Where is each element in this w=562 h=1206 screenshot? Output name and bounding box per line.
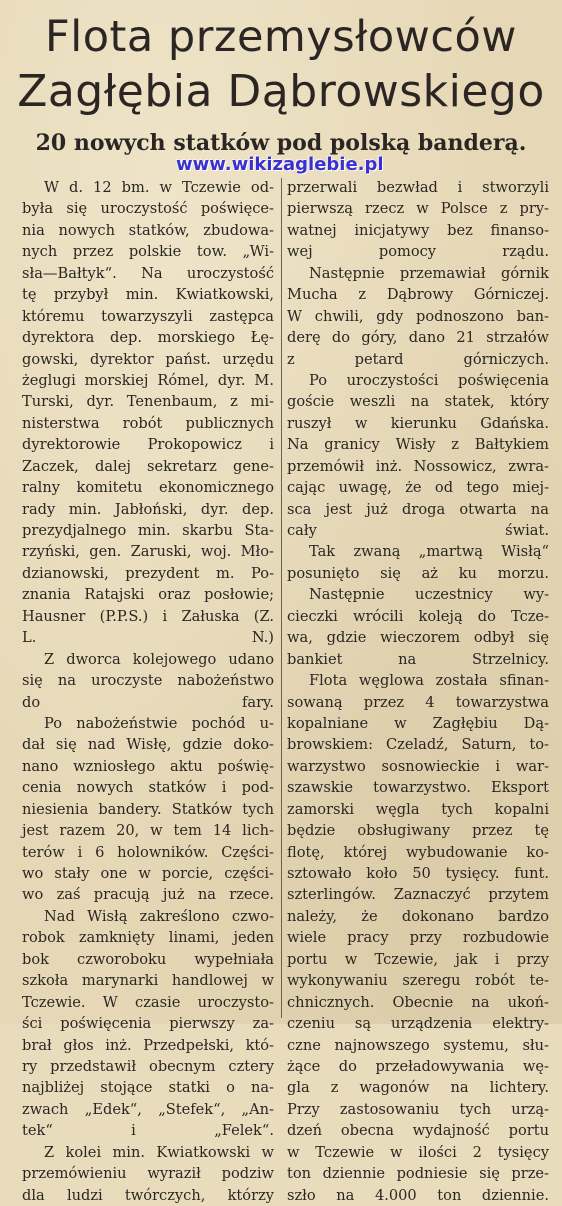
article-line: się na uroczyste nabożeństwo: [22, 672, 274, 690]
article-line: szkoła marynarki handlowej w: [22, 972, 274, 990]
article-column-left: [22, 177, 274, 1206]
article-line: dał się nad Wisłę, gdzie doko-: [22, 736, 274, 754]
article-line: Po nabożeństwie pochód u-: [44, 714, 274, 732]
article-line: zwach „Edek“, „Stefek“, „An-: [22, 1100, 274, 1118]
article-line: zamorski węgla tych kopalni: [287, 800, 549, 818]
article-line: czne najnowszego systemu, słu-: [287, 1036, 549, 1054]
article-line: sowaną przez 4 towarzystwa: [287, 693, 549, 711]
article-line: ry przedstawił obecnym cztery: [22, 1057, 274, 1075]
article-line: któremu towarzyszyli zastępca: [22, 307, 274, 325]
article-line: dyrektorowie Prokopowicz i: [22, 436, 274, 454]
article-line: bankiet na Strzelnicy.: [287, 650, 549, 668]
article-line: rzyński, gen. Zaruski, woj. Mło-: [22, 543, 274, 561]
article-line: nisterstwa robót publicznych: [22, 414, 274, 432]
article-line: portu w Tczewie, jak i przy: [287, 950, 549, 968]
article-line: Na granicy Wisły z Bałtykiem: [287, 436, 549, 454]
article-line: browskiem: Czeladź, Saturn, to-: [287, 736, 549, 754]
article-line: była się uroczystość poświęce-: [22, 200, 274, 218]
article-line: terów i 6 holowników. Części-: [22, 843, 274, 861]
article-line: najbliżej stojące statki o na-: [22, 1079, 274, 1097]
article-line: Tczewie. W czasie uroczysto-: [22, 993, 274, 1011]
article-line: szterlingów. Zaznaczyć przytem: [287, 886, 549, 904]
article-line: goście weszli na statek, który: [287, 393, 549, 411]
article-line: Flota węglowa została sfinan-: [309, 672, 549, 690]
article-line: brał głos inż. Przedpełski, któ-: [22, 1036, 274, 1054]
article-line: sła—Bałtyk“. Na uroczystość: [22, 264, 274, 282]
article-line: tek“ i „Felek“.: [22, 1122, 274, 1140]
article-line: wa, gdzie wieczorem odbył się: [287, 629, 549, 647]
article-line: wo stały one w porcie, części-: [22, 865, 274, 882]
article-line: prezydjalnego min. skarbu Sta-: [22, 522, 274, 539]
article-line: ruszył w kierunku Gdańska.: [287, 414, 549, 432]
article-line: wykonywaniu szeregu robót te-: [287, 972, 549, 990]
article-line: znania Ratajski oraz posłowie;: [22, 586, 274, 604]
article-line: derę do góry, dano 21 strzałów: [287, 329, 549, 347]
article-line: wiele pracy przy rozbudowie: [287, 929, 549, 947]
article-line: warzystwo sosnowieckie i war-: [287, 757, 549, 775]
article-line: Przy zastosowaniu tych urzą-: [287, 1100, 549, 1118]
subtitle: 20 nowych statków pod polską banderą.: [35, 130, 527, 156]
article-line: Hausner (P.P.S.) i Załuska (Z.: [22, 607, 274, 625]
headline-line-2: Zagłębia Dąbrowskiego: [17, 66, 545, 117]
article-line: nych przez polskie tow. „Wi-: [22, 243, 274, 261]
article-line: kopalniane w Zagłębiu Dą-: [287, 714, 549, 732]
article-line: cając uwagę, że od tego miej-: [287, 479, 549, 497]
article-line: Następnie przemawiał górnik: [309, 264, 549, 282]
article-line: pierwszą rzecz w Polsce z pry-: [287, 200, 549, 218]
column-divider: [281, 178, 282, 1018]
article-line: cenia nowych statków i pod-: [22, 779, 274, 797]
article-line: wo zaś pracują już na rzece.: [22, 886, 274, 904]
article-line: czeniu są urządzenia elektry-: [287, 1015, 549, 1033]
article-line: W chwili, gdy podnoszono ban-: [287, 307, 549, 325]
article-line: żeglugi morskiej Rómel, dyr. M.: [22, 371, 274, 389]
article-line: należy, że dokonano bardzo: [287, 907, 549, 925]
article-line: cały świat.: [287, 522, 549, 539]
article-line: wej pomocy rządu.: [287, 243, 549, 261]
article-line: niesienia bandery. Statków tych: [22, 800, 274, 818]
article-line: Mucha z Dąbrowy Górniczej.: [287, 286, 549, 304]
article-line: dzeń obecna wydajność portu: [287, 1122, 549, 1140]
article-line: gowski, dyrektor państ. urzędu: [22, 350, 274, 368]
headline-line-1: Flota przemysłowców: [45, 12, 517, 62]
article-line: posunięto się aż ku morzu.: [287, 564, 549, 582]
article-line: z petard górniczych.: [287, 350, 549, 368]
article-line: jest razem 20, w tem 14 lich-: [22, 822, 274, 840]
article-line: szawskie towarzystwo. Eksport: [287, 779, 549, 797]
article-line: przemówił inż. Nossowicz, zwra-: [287, 457, 549, 475]
article-line: L. N.): [22, 629, 274, 647]
article-line: W d. 12 bm. w Tczewie od-: [44, 179, 274, 196]
article-line: będzie obsługiwany przez tę: [287, 822, 549, 840]
article-line: żące do przeładowywania wę-: [287, 1057, 549, 1075]
article-line: dzianowski, prezydent m. Po-: [22, 564, 274, 582]
watermark-url: www.wikizaglebie.pl: [176, 154, 384, 175]
article-line: Po uroczystości poświęcenia: [309, 371, 549, 389]
article-line: sztowało koło 50 tysięcy. funt.: [287, 865, 549, 882]
article-line: Z kolei min. Kwiatkowski w: [44, 1143, 274, 1161]
article-line: nia nowych statków, zbudowa-: [22, 221, 274, 239]
article-line: ści poświęcenia pierwszy za-: [22, 1015, 274, 1033]
article-line: do fary.: [22, 693, 274, 711]
article-line: dyrektora dep. morskiego Łę-: [22, 329, 274, 347]
article-line: nano wzniosłego aktu poświę-: [22, 757, 274, 775]
article-line: tę przybył min. Kwiatkowski,: [22, 286, 274, 304]
article-line: bok czworoboku wypełniała: [22, 950, 274, 968]
article-line: watnej inicjatywy bez finanso-: [287, 221, 549, 239]
article-line: gla z wagonów na lichtery.: [287, 1079, 549, 1097]
article-column-right: [287, 177, 549, 1206]
article-line: Następnie uczestnicy wy-: [309, 586, 549, 604]
article-line: sca jest już droga otwarta na: [287, 500, 549, 518]
article-line: robok zamknięty linami, jeden: [22, 929, 274, 947]
article-line: przerwali bezwład i stworzyli: [287, 179, 549, 196]
article-line: ralny komitetu ekonomicznego: [22, 479, 274, 497]
article-line: Turski, dyr. Tenenbaum, z mi-: [22, 393, 274, 411]
article-line: flotę, której wybudowanie ko-: [287, 843, 549, 861]
article-line: Nad Wisłą zakreślono czwo-: [44, 907, 274, 925]
article-line: w Tczewie w ilości 2 tysięcy: [287, 1143, 549, 1161]
article-line: rady min. Jabłoński, dyr. dep.: [22, 500, 274, 518]
article-line: ton dziennie podniesie się prze-: [287, 1165, 549, 1183]
article-line: Zaczek, dalej sekretarz gene-: [22, 457, 274, 475]
article-line: przemówieniu wyraził podziw: [22, 1165, 274, 1183]
article-line: Z dworca kolejowego udano: [44, 650, 274, 668]
article-line: dla ludzi twórczych, którzy: [22, 1186, 274, 1204]
article-line: szło na 4.000 ton dziennie.: [287, 1186, 549, 1204]
article-line: Tak zwaną „martwą Wisłą“: [309, 543, 549, 561]
article-line: chnicznych. Obecnie na ukoń-: [287, 993, 549, 1011]
article-line: cieczki wrócili koleją do Tcze-: [287, 607, 549, 625]
